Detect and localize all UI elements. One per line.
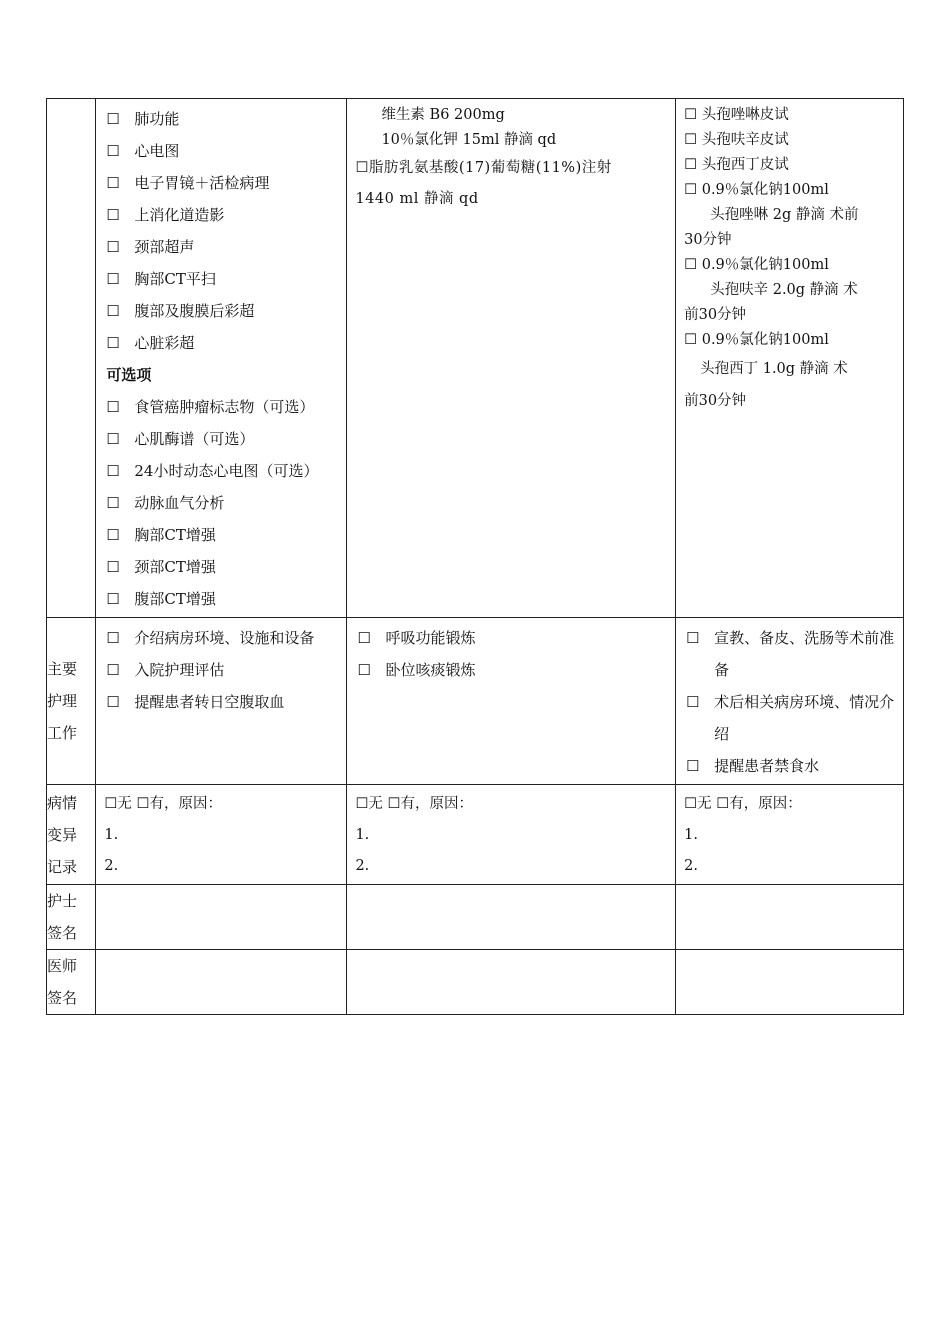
checklist-item[interactable] <box>106 231 340 263</box>
checklist-item[interactable] <box>106 423 340 455</box>
checklist-item[interactable] <box>106 519 340 551</box>
checkbox-icon[interactable]: ☐ <box>106 494 120 512</box>
variation-cell-1 <box>96 785 347 885</box>
doctor-signature-row <box>47 950 904 1015</box>
variation-reason-2[interactable]: 2. <box>104 858 119 874</box>
checklist-item[interactable] <box>106 103 340 135</box>
variation-status[interactable]: ☐无 ☐有，原因： <box>684 796 802 812</box>
section-heading-label: 可选项 <box>106 366 152 384</box>
checkbox-icon[interactable]: ☐ <box>357 629 371 647</box>
checkbox-icon[interactable]: ☐ <box>106 110 120 128</box>
checkbox-icon[interactable]: ☐ <box>106 526 120 544</box>
checklist-item-label: 心肌酶谱（可选） <box>134 430 255 448</box>
orders-label-cell <box>47 99 96 618</box>
checkbox-icon[interactable]: ☐ <box>106 558 120 576</box>
antibiotic-checkbox-line[interactable]: ☐ 头孢呋辛皮试 <box>684 132 789 148</box>
checkbox-icon[interactable]: ☐ <box>106 270 120 288</box>
checkbox-icon[interactable]: ☐ <box>686 693 700 711</box>
variation-reason-1[interactable]: 1. <box>684 827 698 843</box>
checklist-item[interactable] <box>106 135 340 167</box>
medication-list <box>347 99 675 217</box>
variation-reason-2[interactable]: 2. <box>684 858 698 874</box>
variation-reason-1[interactable]: 1. <box>104 827 119 843</box>
variation-cell-3 <box>676 785 904 885</box>
variation-cell-2 <box>347 785 676 885</box>
doctor-signature-label <box>47 950 96 1015</box>
doctor-signature-field[interactable] <box>676 950 904 1015</box>
label-line: 护理 <box>47 692 78 710</box>
checkbox-icon[interactable]: ☐ <box>106 334 120 352</box>
medication-line: 1440 ml 静滴 qd <box>355 191 479 207</box>
clinical-pathway-table <box>46 98 904 1015</box>
antibiotic-checkbox-line[interactable]: ☐ 0.9％氯化钠100ml <box>684 182 829 198</box>
checklist-item[interactable] <box>106 622 340 654</box>
checklist-item-label: 术后相关病房环境、情况介绍 <box>714 693 895 743</box>
checklist-item-label: 心电图 <box>134 142 180 160</box>
variation-status[interactable]: ☐无 ☐有，原因： <box>104 796 222 812</box>
nursing-list <box>347 618 675 688</box>
checklist-item-label: 介绍病房环境、设施和设备 <box>134 629 315 647</box>
label-line: 工作 <box>47 724 78 742</box>
variation-reason-1[interactable]: 1. <box>355 827 370 843</box>
checklist-item[interactable] <box>106 487 340 519</box>
checkbox-icon[interactable]: ☐ <box>106 693 120 711</box>
checklist-item[interactable] <box>686 750 897 782</box>
label-line: 变异 <box>47 825 78 844</box>
checkbox-icon[interactable]: ☐ <box>106 302 120 320</box>
nursing-row <box>47 618 904 785</box>
antibiotic-checkbox-line[interactable]: ☐ 0.9％氯化钠100ml <box>684 332 829 348</box>
medication-line: 维生素 B6 200mg <box>381 107 505 123</box>
checklist-item[interactable] <box>357 654 669 686</box>
checklist-item-label: 提醒患者转日空腹取血 <box>134 693 285 711</box>
doctor-signature-field[interactable] <box>96 950 347 1015</box>
label-line: 护士 <box>47 892 78 910</box>
checklist-item[interactable] <box>357 622 669 654</box>
checkbox-icon[interactable]: ☐ <box>106 462 120 480</box>
antibiotic-line: 前30分钟 <box>684 307 747 323</box>
checklist-item-label: 呼吸功能锻炼 <box>385 629 476 647</box>
checklist-item[interactable] <box>106 327 340 359</box>
checklist-item-label: 胸部CT平扫 <box>134 270 216 288</box>
antibiotic-cell <box>676 99 904 618</box>
variation-label <box>47 785 96 885</box>
checklist-item-label: 电子胃镜＋活检病理 <box>134 174 270 192</box>
checklist-item-label: 胸部CT增强 <box>134 526 216 544</box>
orders-row <box>47 99 904 618</box>
checkbox-icon[interactable]: ☐ <box>106 174 120 192</box>
checklist-item-label: 食管癌肿瘤标志物（可选） <box>134 398 315 416</box>
label-line: 记录 <box>47 857 78 876</box>
antibiotic-checkbox-line[interactable]: ☐ 头孢唑啉皮试 <box>684 107 789 123</box>
label-line: 签名 <box>47 989 78 1007</box>
checkbox-icon[interactable]: ☐ <box>106 206 120 224</box>
variation-reason-2[interactable]: 2. <box>355 858 370 874</box>
nurse-signature-row <box>47 885 904 950</box>
checkbox-icon[interactable]: ☐ <box>686 757 700 775</box>
checklist-item[interactable] <box>106 391 340 423</box>
nursing-cell-3 <box>676 618 904 785</box>
variation-row <box>47 785 904 885</box>
checklist-item-label: 24小时动态心电图（可选） <box>134 462 319 480</box>
antibiotic-line: 头孢呋辛 2.0g 静滴 术 <box>710 282 858 298</box>
antibiotic-checkbox-line[interactable]: ☐ 头孢西丁皮试 <box>684 157 789 173</box>
nursing-list <box>96 618 346 720</box>
checklist-item-label: 心脏彩超 <box>134 334 195 352</box>
nurse-signature-field[interactable] <box>96 885 347 950</box>
checklist-item-label: 提醒患者禁食水 <box>714 757 820 775</box>
checklist-item[interactable] <box>106 263 340 295</box>
checkbox-icon[interactable]: ☐ <box>357 661 371 679</box>
checklist-item[interactable] <box>106 551 340 583</box>
label-line: 病情 <box>47 793 78 812</box>
nurse-signature-field[interactable] <box>676 885 904 950</box>
antibiotic-line: 头孢唑啉 2g 静滴 术前 <box>710 207 859 223</box>
checklist-item[interactable] <box>686 686 897 750</box>
label-line: 签名 <box>47 924 78 942</box>
section-heading <box>106 359 340 391</box>
nursing-cell-1 <box>96 618 347 785</box>
antibiotic-checkbox-line[interactable]: ☐ 0.9％氯化钠100ml <box>684 257 829 273</box>
checklist-item[interactable] <box>106 167 340 199</box>
antibiotic-line: 30分钟 <box>684 232 732 248</box>
medication-cell <box>347 99 676 618</box>
checklist-item-label: 腹部及腹膜后彩超 <box>134 302 255 320</box>
checkbox-icon[interactable]: ☐ <box>106 398 120 416</box>
nurse-signature-label <box>47 885 96 950</box>
medication-line: 10％氯化钾 15ml 静滴 qd <box>381 132 557 148</box>
exam-cell <box>96 99 347 618</box>
checklist-item[interactable] <box>686 622 897 686</box>
checkbox-icon[interactable]: ☐ <box>106 629 120 647</box>
antibiotic-line: 头孢西丁 1.0g 静滴 术 <box>700 361 848 377</box>
checklist-item-label: 肺功能 <box>134 110 180 128</box>
checklist-item[interactable] <box>106 583 340 615</box>
checkbox-icon[interactable]: ☐ <box>106 142 120 160</box>
antibiotic-line: 前30分钟 <box>684 393 747 409</box>
checklist-item-label: 入院护理评估 <box>134 661 225 679</box>
checkbox-icon[interactable]: ☐ <box>686 629 700 647</box>
medication-checkbox-line[interactable]: ☐脂肪乳氨基酸(17)葡萄糖(11%)注射 <box>355 160 612 176</box>
checkbox-icon[interactable]: ☐ <box>106 238 120 256</box>
checklist-item-label: 宣教、备皮、洗肠等术前准备 <box>714 629 895 679</box>
antibiotic-list <box>676 99 903 419</box>
label-line: 医师 <box>47 957 78 975</box>
checklist-item-label: 卧位咳痰锻炼 <box>385 661 476 679</box>
checklist-item[interactable] <box>106 654 340 686</box>
checklist-item-label: 腹部CT增强 <box>134 590 216 608</box>
nursing-list <box>676 618 903 784</box>
variation-status[interactable]: ☐无 ☐有，原因： <box>355 796 474 812</box>
checklist-item-label: 上消化道造影 <box>134 206 225 224</box>
checklist-item[interactable] <box>106 455 340 487</box>
checkbox-icon[interactable]: ☐ <box>106 430 120 448</box>
checklist-item[interactable] <box>106 686 340 718</box>
checklist-item[interactable] <box>106 199 340 231</box>
checkbox-icon[interactable]: ☐ <box>106 590 120 608</box>
nurse-signature-field[interactable] <box>347 885 676 950</box>
exam-list <box>96 99 346 617</box>
checklist-item-label: 动脉血气分析 <box>134 494 225 512</box>
label-line: 主要 <box>47 660 78 678</box>
checklist-item-label: 颈部超声 <box>134 238 195 256</box>
nursing-cell-2 <box>347 618 676 785</box>
doctor-signature-field[interactable] <box>347 950 676 1015</box>
checkbox-icon[interactable]: ☐ <box>106 661 120 679</box>
checklist-item[interactable] <box>106 295 340 327</box>
checklist-item-label: 颈部CT增强 <box>134 558 216 576</box>
nursing-label <box>47 618 96 785</box>
